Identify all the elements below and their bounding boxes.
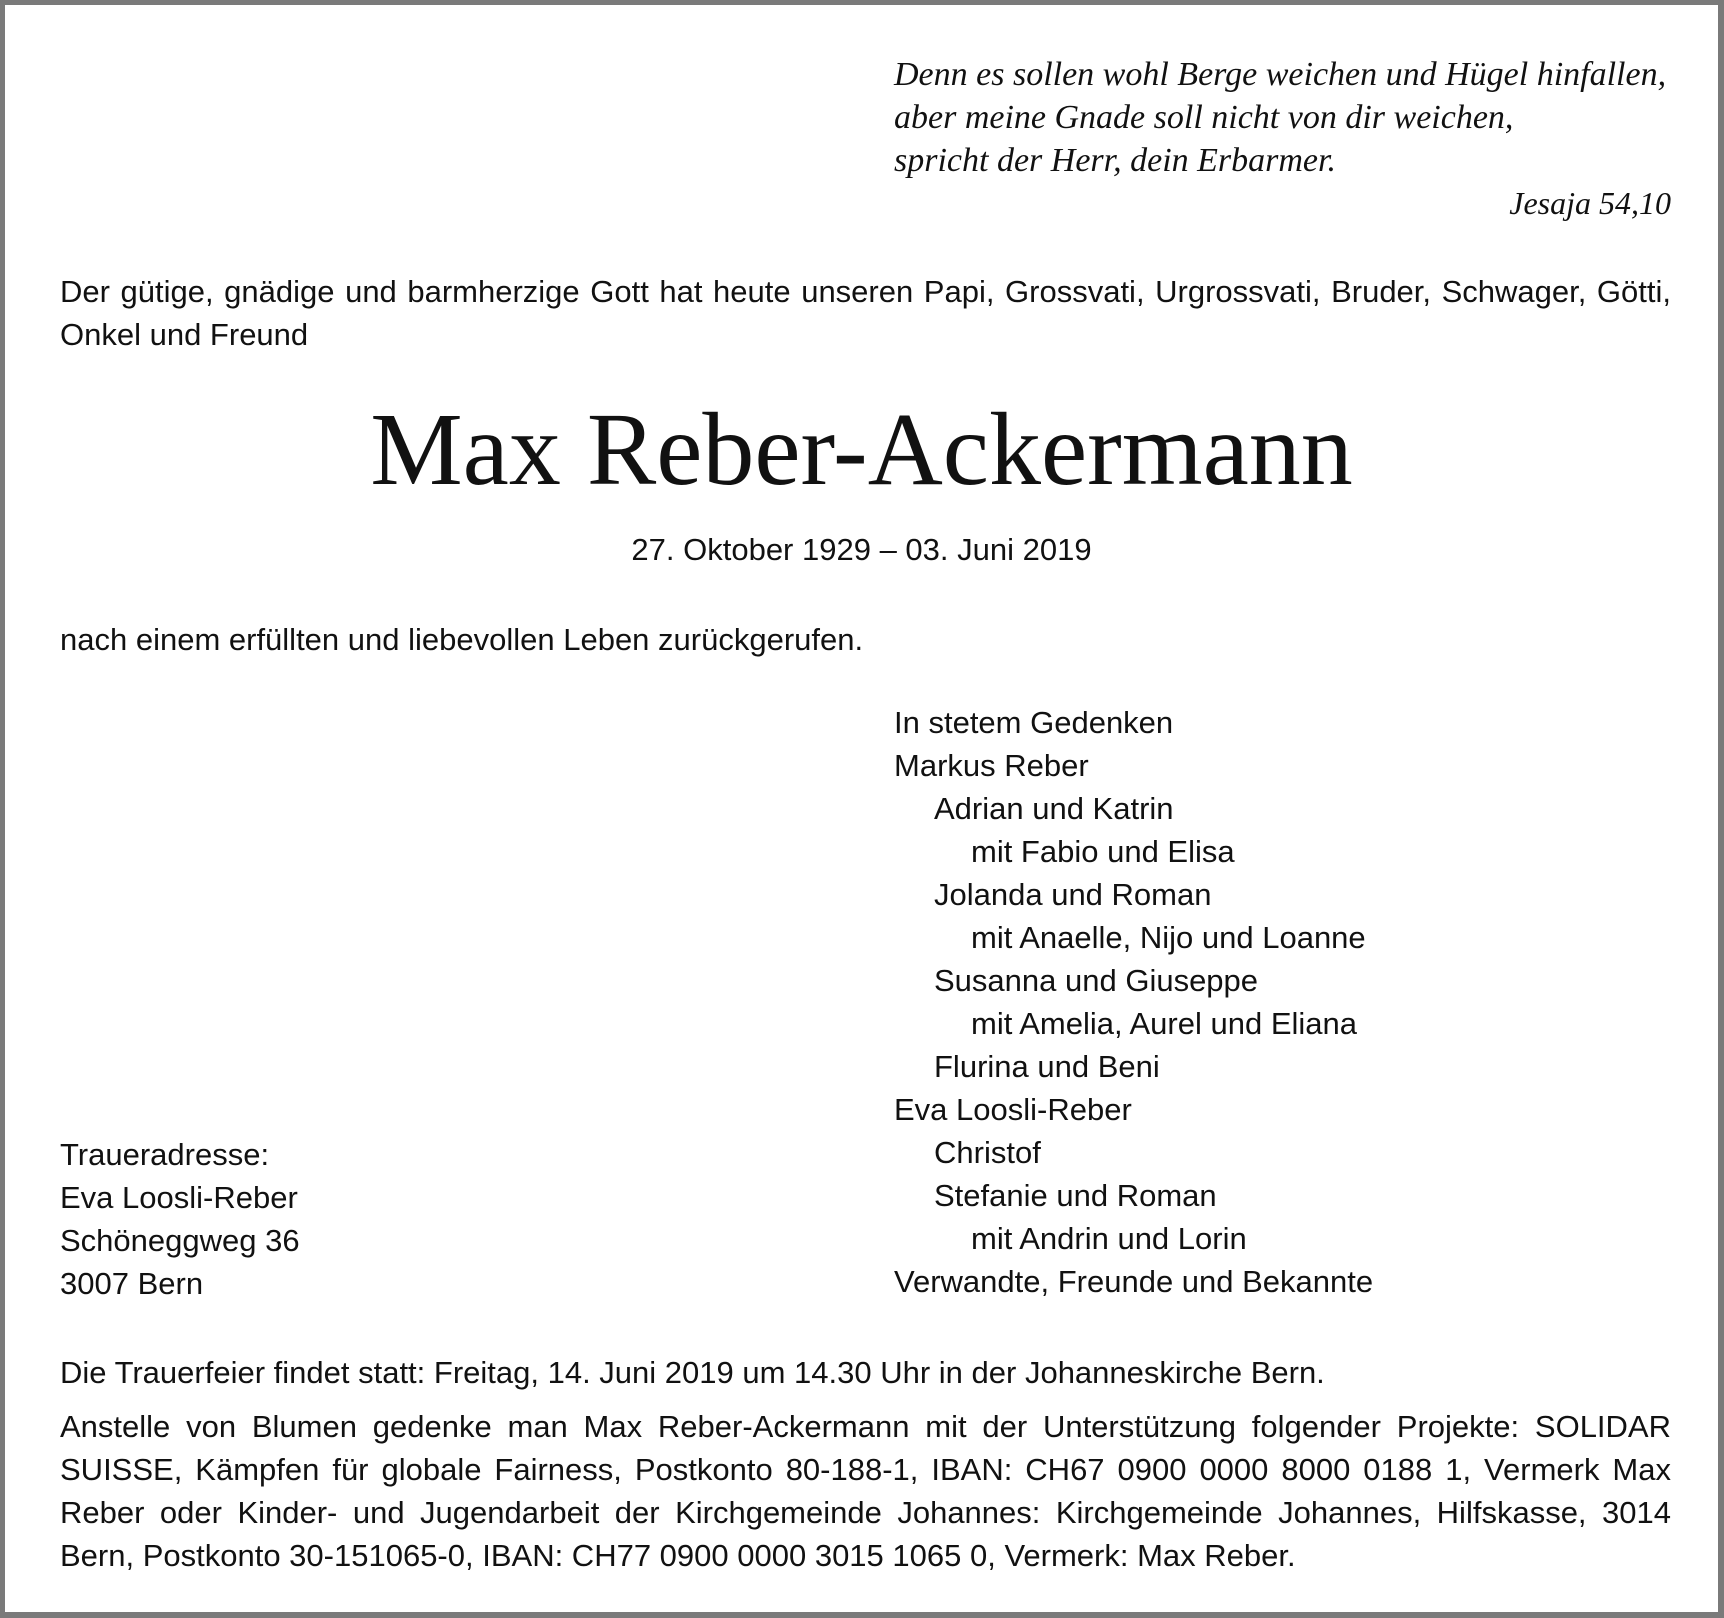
mourner: mit Anaelle, Nijo und Loanne [971,920,1366,955]
mourner: Stefanie und Roman [934,1178,1217,1213]
donation-info: Anstelle von Blumen gedenke man Max Reber-Ackermann mit der Unterstützung folgender Projekte: SOLIDAR SUISSE, Kämpfen für globale Fairness, Postkonto 80-188-1, IBAN: CH67 0900 0000 8000 0188 1, Vermerk Max Reber oder Kinder- und Jugendarbeit der Kirchgemeinde Johannes: Kirchgemeinde Johannes, Hilfskasse, 3014 Bern, Postkonto 30-151065-0, IBAN: CH77 0900 0000 3015 1065 0, Vermerk: Max Reber. [60,1409,1671,1573]
life-dates: 27. Oktober 1929 – 03. Juni 2019 [631,532,1092,567]
intro-text: Der gütige, gnädige und barmherzige Gott hat heute unseren Papi, Grossvati, Urgrossvati, Bruder, Schwager, Götti, Onkel und Freund [60,274,1671,352]
mourner: mit Andrin und Lorin [971,1221,1247,1256]
verse-line: Denn es sollen wohl Berge weichen und Hügel hinfallen, [894,56,1667,93]
mourning-address [60,1133,300,1305]
mourners-heading: In stetem Gedenken [894,705,1174,740]
mourner: Adrian und Katrin [934,791,1174,826]
verse-reference: Jesaja 54,10 [1509,185,1671,221]
address-street: Schöneggweg 36 [60,1223,300,1258]
mourner: Eva Loosli-Reber [894,1092,1132,1127]
bible-verse [894,53,1669,182]
funeral-service-info: Die Trauerfeier findet statt: Freitag, 14. Juni 2019 um 14.30 Uhr in der Johanneskirche Bern. [60,1355,1325,1390]
address-name: Eva Loosli-Reber [60,1180,298,1215]
obituary-notice [5,5,1718,1612]
verse-line: spricht der Herr, dein Erbarmer. [894,142,1336,179]
address-city: 3007 Bern [60,1266,204,1301]
deceased-name: Max Reber-Ackermann [370,392,1353,507]
verse-line: aber meine Gnade soll nicht von dir weichen, [894,99,1514,136]
mourner: mit Amelia, Aurel und Eliana [971,1006,1357,1041]
mourner: mit Fabio und Elisa [971,834,1235,869]
mourner: Verwandte, Freunde und Bekannte [894,1264,1374,1299]
recalled-text: nach einem erfüllten und liebevollen Leben zurückgerufen. [60,622,864,657]
mourner: Susanna und Giuseppe [934,963,1259,998]
mourner: Jolanda und Roman [934,877,1212,912]
mourner: Christof [934,1135,1041,1170]
address-label: Traueradresse: [60,1137,270,1172]
mourner: Markus Reber [894,748,1089,783]
mourner: Flurina und Beni [934,1049,1160,1084]
mourners-list [894,701,1654,1303]
